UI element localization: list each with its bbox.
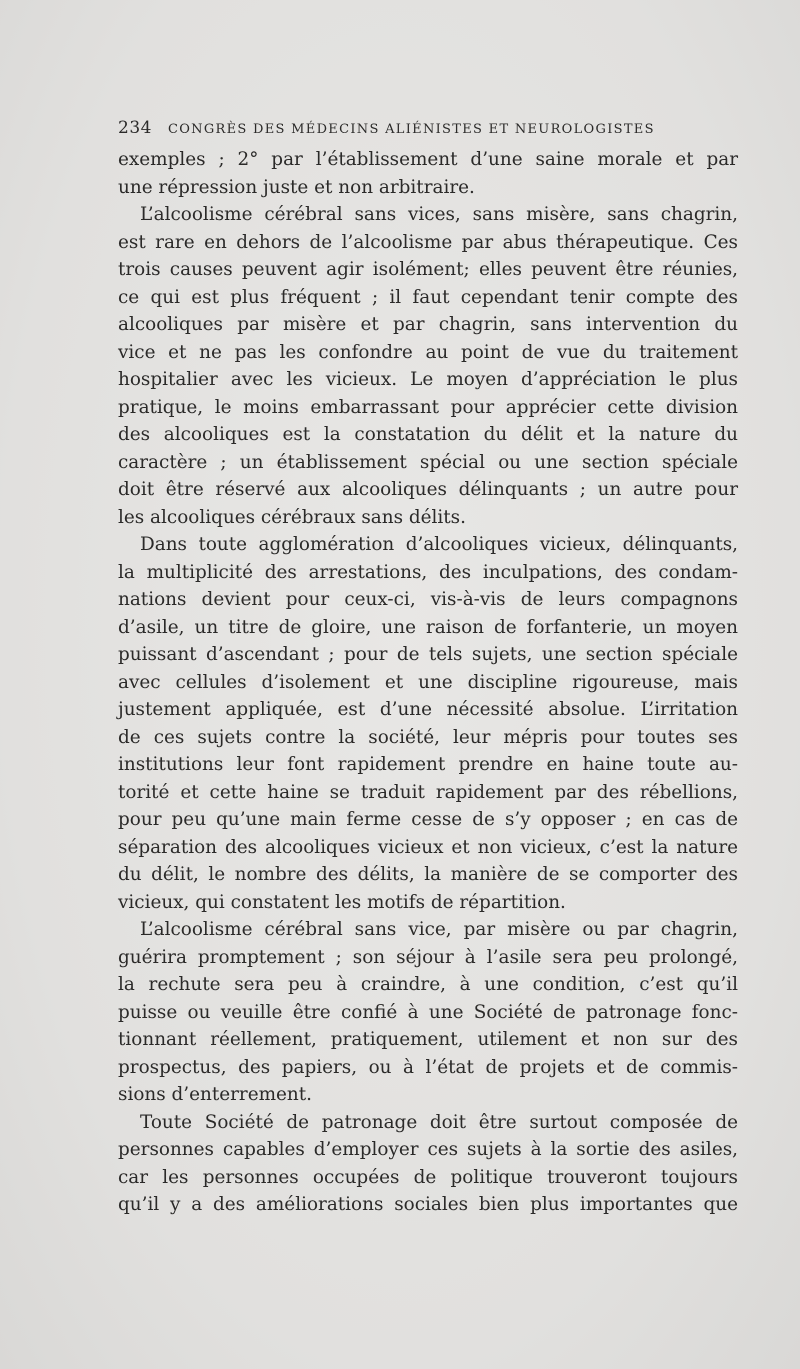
text-line: est rare en dehors de l’alcoolisme par abus thérapeutique. Ces: [118, 231, 738, 253]
text-line: personnes capables d’employer ces sujets à la sortie des asiles,: [118, 1139, 738, 1160]
page-number: 234: [118, 118, 152, 138]
text-line: la multiplicité des arrestations, des inculpations, des condam-: [118, 561, 738, 583]
text-line: vicieux, qui constatent les motifs de répartition.: [118, 891, 566, 913]
paragraph-start-line: L’alcoolisme cérébral sans vice, par misère ou par chagrin,: [140, 919, 738, 940]
running-title: CONGRÈS DES MÉDECINS ALIÉNISTES ET NEUROLOGISTES: [167, 122, 655, 137]
text-line: caractère ; un établissement spécial ou une section spéciale: [118, 451, 738, 473]
text-line: car les personnes occupées de politique trouveront toujours: [118, 1166, 738, 1188]
text-line: une répression juste et non arbitraire.: [118, 176, 475, 198]
text-line: la rechute sera peu à craindre, à une condition, c’est qu’il: [118, 974, 738, 995]
paragraph-start-line: Dans toute agglomération d’alcooliques vicieux, délinquants,: [140, 534, 738, 555]
text-line: puissant d’ascendant ; pour de tels sujets, une section spéciale: [118, 644, 738, 665]
text-line: ce qui est plus fréquent ; il faut cependant tenir compte des: [118, 286, 738, 308]
text-line: tionnant réellement, pratiquement, utilement et non sur des: [118, 1029, 738, 1050]
text-line: justement appliquée, est d’une nécessité absolue. L’irritation: [118, 699, 738, 720]
text-line: sions d’enterrement.: [118, 1084, 313, 1105]
text-line: doit être réservé aux alcooliques délinquants ; un autre pour: [118, 479, 738, 500]
text-line: du délit, le nombre des délits, la manière de se comporter des: [118, 864, 738, 885]
text-line: puisse ou veuille être confié à une Société de patronage fonc-: [118, 1001, 738, 1023]
text-line: trois causes peuvent agir isolément; elles peuvent être réunies,: [118, 259, 738, 280]
text-line: exemples ; 2° par l’établissement d’une saine morale et par: [118, 149, 738, 170]
text-line: d’asile, un titre de gloire, une raison de forfanterie, un moyen: [118, 616, 738, 638]
text-line: pratique, le moins embarrassant pour apprécier cette division: [118, 396, 738, 418]
text-line: pour peu qu’une main ferme cesse de s’y opposer ; en cas de: [118, 809, 738, 830]
text-line: institutions leur font rapidement prendre en haine toute au-: [118, 754, 738, 775]
paragraph-start-line: L’alcoolisme cérébral sans vices, sans misère, sans chagrin,: [140, 204, 738, 225]
text-line: hospitalier avec les vicieux. Le moyen d’appréciation le plus: [118, 369, 738, 390]
running-header: [118, 118, 738, 142]
paragraph-start-line: Toute Société de patronage doit être surtout composée de: [140, 1111, 738, 1133]
text-line: séparation des alcooliques vicieux et non vicieux, c’est la nature: [118, 836, 738, 858]
text-line: des alcooliques est la constatation du délit et la nature du: [118, 424, 738, 445]
text-line: alcooliques par misère et par chagrin, sans intervention du: [118, 314, 738, 335]
text-line: qu’il y a des améliorations sociales bien plus importantes que: [118, 1194, 738, 1215]
text-line: vice et ne pas les confondre au point de vue du traitement: [118, 341, 738, 363]
text-line: guérira promptement ; son séjour à l’asile sera peu prolongé,: [118, 946, 738, 968]
body-text: [118, 146, 738, 1219]
text-line: nations devient pour ceux-ci, vis-à-vis de leurs compagnons: [118, 589, 738, 610]
text-line: les alcooliques cérébraux sans délits.: [118, 506, 466, 528]
text-line: torité et cette haine se traduit rapidement par des rébellions,: [118, 781, 738, 803]
text-line: avec cellules d’isolement et une discipline rigoureuse, mais: [118, 671, 738, 693]
text-line: de ces sujets contre la société, leur mépris pour toutes ses: [118, 726, 738, 748]
text-line: prospectus, des papiers, ou à l’état de projets et de commis-: [118, 1056, 738, 1078]
